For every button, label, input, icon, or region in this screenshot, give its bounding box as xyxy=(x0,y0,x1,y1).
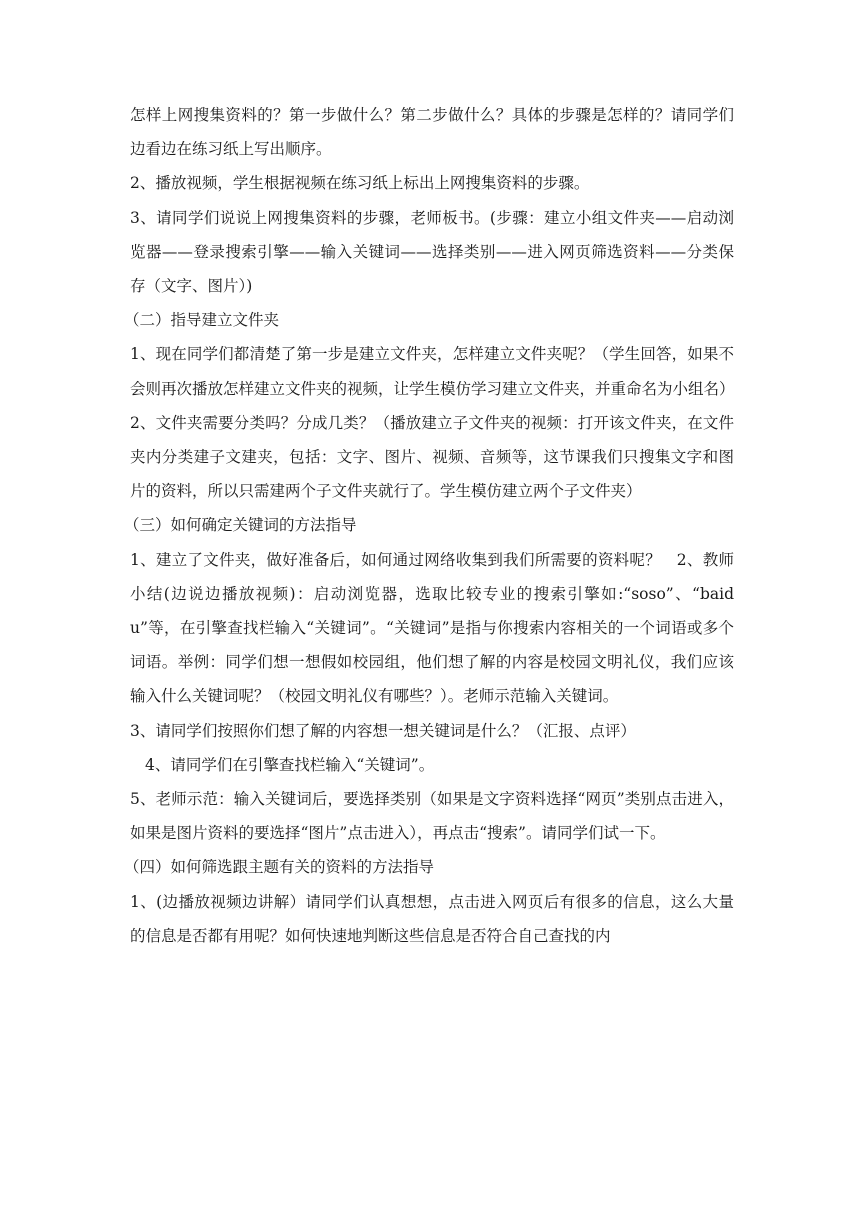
paragraph-create-folder: 1、现在同学们都清楚了第一步是建立文件夹，怎样建立文件夹呢？（学生回答，如果不会则再次播放怎样建立文件夹的视频，让学生模仿学习建立文件夹，并重命名为小组名） xyxy=(130,345,735,398)
paragraph-keywords-intro: 1、建立了文件夹，做好准备后，如何通过网络收集到我们所需要的资料呢？ 2、教师小结(边说边播放视频)：启动浏览器，选取比较专业的搜索引擎如:“soso”、“baidu”等，在引擎查找栏输入“关键词”。“关键词”是指与你搜索内容相关的一个词语或多个词语。举例：同学们想一想假如校园组，他们想了解的内容是校园文明礼仪，我们应该输入什么关键词呢？（校园文明礼仪有哪些？）。老师示范输入关键词。 xyxy=(130,550,734,706)
paragraph-filter-intro: 1、(边播放视频边讲解）请同学们认真想想，点击进入网页后有很多的信息，这么大量的信息是否都有用呢？如何快速地判断这些信息是否符合自己查找的内 xyxy=(130,892,734,945)
section-heading-filter: （四）如何筛选跟主题有关的资料的方法指导 xyxy=(124,858,435,877)
paragraph-subfolders: 2、文件夹需要分类吗？分成几类？（播放建立子文件夹的视频：打开该文件夹，在文件夹内分类建子文建夹，包括：文字、图片、视频、音频等，这节课我们只搜集文字和图片的资料，所以只需建两个子文件夹就行了。学生模仿建立两个子文件夹） xyxy=(130,413,734,501)
paragraph-steps-question: 怎样上网搜集资料的？第一步做什么？第二步做什么？具体的步骤是怎样的？请同学们边看边在练习纸上写出顺序。 xyxy=(130,106,734,159)
paragraph-steps-summary: 3、请同学们说说上网搜集资料的步骤，老师板书。(步骤：建立小组文件夹——启动浏览器——登录搜索引擎——输入关键词——选择类别——进入网页筛选资料——分类保存（文字、图片）) xyxy=(130,208,734,296)
document-body xyxy=(124,98,735,953)
paragraph-play-video: 2、播放视频，学生根据视频在练习纸上标出上网搜集资料的步骤。 xyxy=(130,174,590,193)
paragraph-keywords-input: 4、请同学们在引擎查找栏输入“关键词”。 xyxy=(145,755,435,774)
section-heading-keywords: （三）如何确定关键词的方法指导 xyxy=(124,516,357,535)
paragraph-keywords-think: 3、请同学们按照你们想了解的内容想一想关键词是什么？（汇报、点评） xyxy=(130,721,636,740)
section-heading-create-folder: （二）指导建立文件夹 xyxy=(124,311,280,330)
paragraph-teacher-demo: 5、老师示范：输入关键词后，要选择类别（如果是文字资料选择“网页”类别点击进入，如果是图片资料的要选择“图片”点击进入），再点击“搜索”。请同学们试一下。 xyxy=(130,790,734,843)
